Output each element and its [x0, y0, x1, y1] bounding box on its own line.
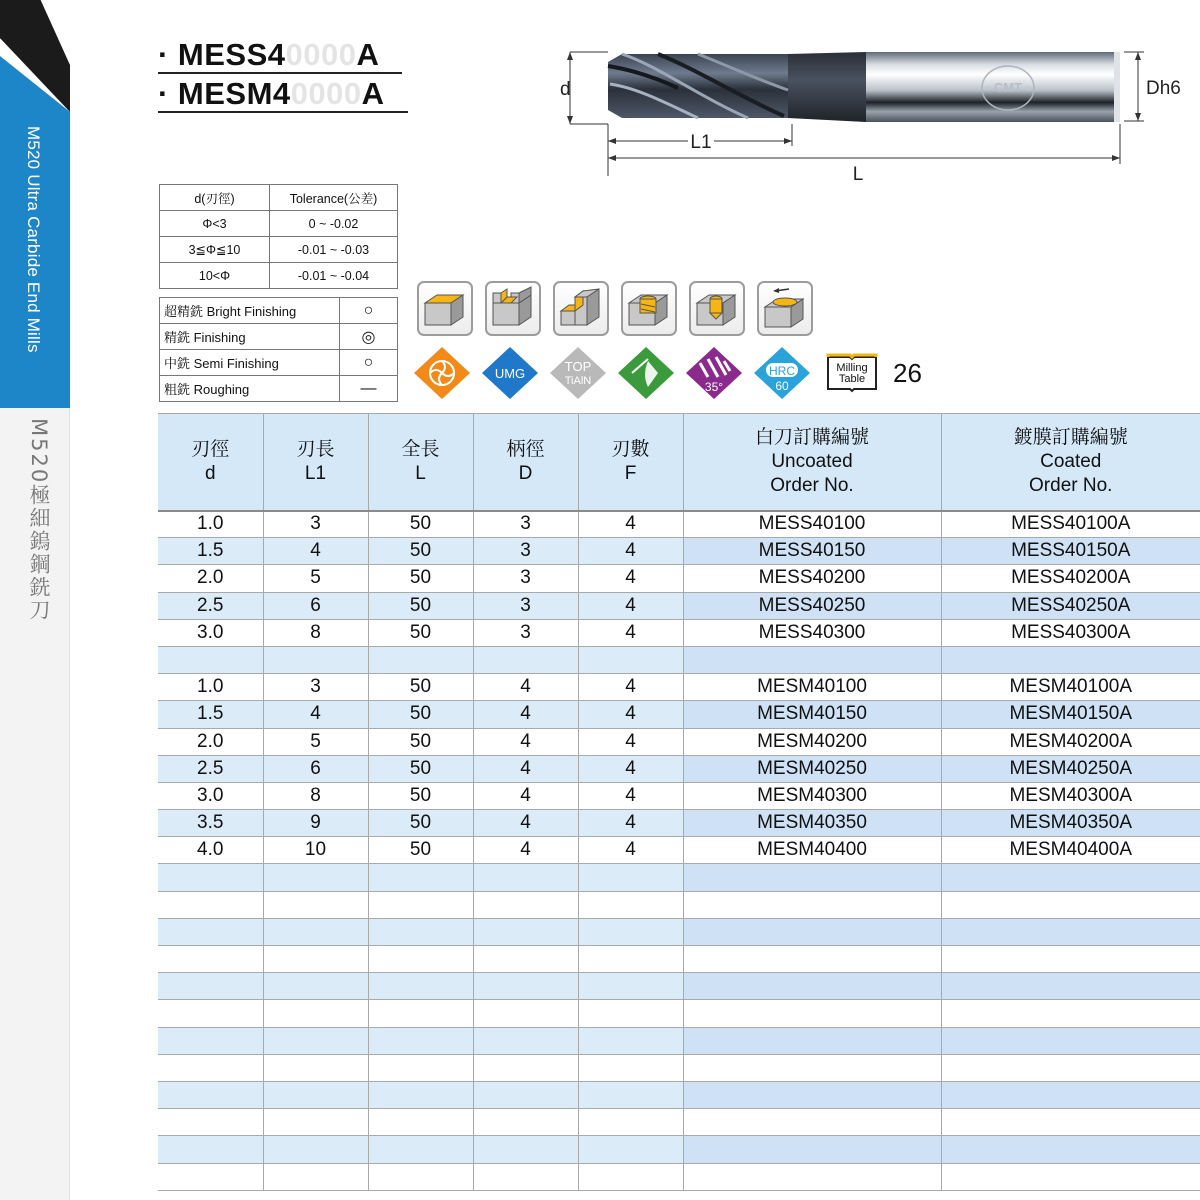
cell-coated-order-no: [941, 918, 1200, 945]
cell-flute-length: [263, 1163, 368, 1190]
cell-overall-length: [368, 1027, 473, 1054]
cell-uncoated-order-no: MESM40250: [683, 755, 941, 782]
cell-shank-diameter: [473, 891, 578, 918]
cell-flute-length: 10: [263, 837, 368, 864]
svg-text:60: 60: [775, 379, 789, 393]
cell-overall-length: [368, 1000, 473, 1027]
cell-uncoated-order-no: MESM40100: [683, 674, 941, 701]
cell-coated-order-no: MESM40350A: [941, 810, 1200, 837]
header-uncoated-order-no: 白刀訂購編號 Uncoated Order No.: [683, 414, 941, 511]
cell-overall-length: 50: [368, 810, 473, 837]
table-row: [158, 674, 1200, 701]
cell-diameter: 1.5: [158, 538, 263, 565]
cell-coated-order-no: [941, 646, 1200, 673]
cell-flute-length: 5: [263, 728, 368, 755]
cell-shank-diameter: 3: [473, 511, 578, 538]
cell-diameter: [158, 891, 263, 918]
table-row: [158, 565, 1200, 592]
cell-overall-length: [368, 891, 473, 918]
header-diameter: 刃徑 d: [158, 414, 263, 511]
svg-text:d: d: [560, 79, 571, 100]
face-milling-icon: [417, 281, 473, 336]
cell-overall-length: [368, 918, 473, 945]
cell-coated-order-no: MESS40200A: [941, 565, 1200, 592]
table-row: [158, 1163, 1200, 1190]
cell-flutes: [578, 1027, 683, 1054]
cell-diameter: [158, 1136, 263, 1163]
cell-coated-order-no: MESM40400A: [941, 837, 1200, 864]
milling-table-icon: [826, 347, 878, 399]
cell-uncoated-order-no: [683, 646, 941, 673]
cell-uncoated-order-no: [683, 864, 941, 891]
cell-coated-order-no: [941, 1109, 1200, 1136]
cell-flute-length: 8: [263, 782, 368, 809]
cell-flutes: [578, 946, 683, 973]
cell-flutes: 4: [578, 782, 683, 809]
cell-flute-length: [263, 1027, 368, 1054]
cell-coated-order-no: MESM40250A: [941, 755, 1200, 782]
finishing-symbol: ○: [340, 350, 398, 376]
finishing-label: 中銑 Semi Finishing: [160, 350, 340, 376]
cell-flute-length: [263, 891, 368, 918]
cell-flutes: [578, 1109, 683, 1136]
finishing-row: [160, 350, 398, 376]
cell-flutes: 4: [578, 701, 683, 728]
tolerance-range: 3≦Φ≦10: [160, 237, 270, 263]
tialn-coating-badge: [550, 347, 606, 399]
sidebar-english-label: M520 Ultra Carbide End Mills: [24, 126, 43, 353]
table-row: [158, 728, 1200, 755]
order-table-header: [158, 414, 1200, 511]
table-row: [158, 538, 1200, 565]
cell-flutes: 4: [578, 728, 683, 755]
cell-overall-length: [368, 1136, 473, 1163]
finishing-row: [160, 298, 398, 324]
cell-uncoated-order-no: [683, 1163, 941, 1190]
cell-diameter: [158, 946, 263, 973]
cell-overall-length: 50: [368, 755, 473, 782]
table-row: [158, 864, 1200, 891]
cell-coated-order-no: MESS40300A: [941, 619, 1200, 646]
cell-flute-length: 5: [263, 565, 368, 592]
cell-flute-length: [263, 1054, 368, 1081]
cell-shank-diameter: 4: [473, 810, 578, 837]
svg-text:TOP: TOP: [564, 359, 592, 374]
tolerance-value: -0.01 ~ -0.04: [270, 263, 398, 289]
cell-flutes: 4: [578, 619, 683, 646]
finishing-symbol: —: [340, 376, 398, 402]
cell-overall-length: [368, 973, 473, 1000]
table-row: [158, 755, 1200, 782]
cell-flutes: [578, 1081, 683, 1108]
drilling-icon: [689, 281, 745, 336]
cell-overall-length: [368, 1163, 473, 1190]
side-milling-icon: [553, 281, 609, 336]
cell-shank-diameter: 4: [473, 701, 578, 728]
header-shank-diameter: 柄徑 D: [473, 414, 578, 511]
cell-diameter: [158, 1027, 263, 1054]
cell-diameter: [158, 646, 263, 673]
cell-overall-length: 50: [368, 837, 473, 864]
tolerance-row: [160, 211, 398, 237]
table-row: [158, 1054, 1200, 1081]
tolerance-header-diameter: d(刃徑): [160, 185, 270, 211]
cell-overall-length: [368, 1109, 473, 1136]
cell-flutes: 4: [578, 674, 683, 701]
umg-badge: [482, 347, 538, 399]
slotting-icon: [485, 281, 541, 336]
cell-shank-diameter: 3: [473, 565, 578, 592]
cell-flutes: 4: [578, 565, 683, 592]
table-row: [158, 946, 1200, 973]
cell-shank-diameter: [473, 1000, 578, 1027]
cell-uncoated-order-no: MESM40300: [683, 782, 941, 809]
cell-flutes: [578, 1136, 683, 1163]
cell-flute-length: 6: [263, 592, 368, 619]
cell-flutes: 4: [578, 538, 683, 565]
cell-diameter: 2.0: [158, 728, 263, 755]
cell-flutes: [578, 918, 683, 945]
cell-shank-diameter: [473, 973, 578, 1000]
svg-text:HRC: HRC: [769, 364, 795, 378]
cell-diameter: 3.0: [158, 619, 263, 646]
header-flute-length: 刃長 L1: [263, 414, 368, 511]
cell-diameter: [158, 864, 263, 891]
cell-uncoated-order-no: [683, 918, 941, 945]
header-overall-length: 全長 L: [368, 414, 473, 511]
cell-uncoated-order-no: [683, 946, 941, 973]
cell-flute-length: [263, 1109, 368, 1136]
cell-overall-length: [368, 1054, 473, 1081]
cell-shank-diameter: [473, 1109, 578, 1136]
cell-flutes: [578, 864, 683, 891]
cell-shank-diameter: 4: [473, 782, 578, 809]
table-row: [158, 1000, 1200, 1027]
four-flute-icon: [414, 347, 470, 399]
cell-uncoated-order-no: MESM40400: [683, 837, 941, 864]
cell-uncoated-order-no: MESS40100: [683, 511, 941, 538]
cell-flute-length: [263, 1000, 368, 1027]
cell-flute-length: 6: [263, 755, 368, 782]
cell-shank-diameter: 3: [473, 538, 578, 565]
order-table: [158, 413, 1200, 1191]
cell-diameter: 3.5: [158, 810, 263, 837]
finishing-symbol: ◎: [340, 324, 398, 350]
cell-flutes: 4: [578, 592, 683, 619]
cell-overall-length: 50: [368, 728, 473, 755]
cell-coated-order-no: [941, 1081, 1200, 1108]
cell-shank-diameter: 4: [473, 728, 578, 755]
cell-uncoated-order-no: MESS40150: [683, 538, 941, 565]
cell-diameter: 4.0: [158, 837, 263, 864]
cell-coated-order-no: MESM40200A: [941, 728, 1200, 755]
cell-uncoated-order-no: [683, 1081, 941, 1108]
tolerance-table: [159, 184, 398, 289]
svg-text:TiAlN: TiAlN: [564, 375, 592, 387]
cell-flute-length: [263, 1136, 368, 1163]
cell-shank-diameter: [473, 646, 578, 673]
sidebar-chinese-label: M520極細鎢鋼銑刀: [27, 418, 51, 623]
svg-text:UMG: UMG: [494, 366, 526, 381]
table-row: [158, 619, 1200, 646]
cell-coated-order-no: [941, 973, 1200, 1000]
svg-text:CMT: CMT: [993, 80, 1023, 95]
cell-overall-length: [368, 864, 473, 891]
cell-overall-length: 50: [368, 674, 473, 701]
finishing-row: [160, 376, 398, 402]
cell-shank-diameter: 3: [473, 619, 578, 646]
cell-uncoated-order-no: MESS40200: [683, 565, 941, 592]
cell-diameter: 2.5: [158, 755, 263, 782]
cell-coated-order-no: [941, 946, 1200, 973]
helix-angle-badge: [686, 347, 742, 399]
cell-coated-order-no: [941, 1027, 1200, 1054]
cell-coated-order-no: MESS40100A: [941, 511, 1200, 538]
end-profile-icon: [618, 347, 674, 399]
cell-diameter: [158, 1054, 263, 1081]
cell-flute-length: [263, 864, 368, 891]
table-row: [158, 782, 1200, 809]
table-row: [158, 701, 1200, 728]
cell-flute-length: 3: [263, 674, 368, 701]
cell-flutes: 4: [578, 755, 683, 782]
tolerance-row: [160, 263, 398, 289]
cell-coated-order-no: [941, 864, 1200, 891]
finishing-label: 粗銑 Roughing: [160, 376, 340, 402]
cell-shank-diameter: 3: [473, 592, 578, 619]
tolerance-value: 0 ~ -0.02: [270, 211, 398, 237]
cell-shank-diameter: [473, 1027, 578, 1054]
header-flutes: 刃數 F: [578, 414, 683, 511]
table-row: [158, 1136, 1200, 1163]
cell-uncoated-order-no: MESS40300: [683, 619, 941, 646]
cell-overall-length: [368, 1081, 473, 1108]
cell-shank-diameter: [473, 864, 578, 891]
cell-overall-length: 50: [368, 701, 473, 728]
product-title-mesm: · MESM40000A: [158, 77, 408, 113]
finishing-symbol: ○: [340, 298, 398, 324]
cell-flutes: 4: [578, 511, 683, 538]
cell-overall-length: 50: [368, 592, 473, 619]
tolerance-header-tolerance: Tolerance(公差): [270, 185, 398, 211]
cell-diameter: [158, 1081, 263, 1108]
cell-uncoated-order-no: [683, 1027, 941, 1054]
cell-diameter: [158, 1163, 263, 1190]
cell-flute-length: 4: [263, 538, 368, 565]
table-row: [158, 511, 1200, 538]
table-row: [158, 891, 1200, 918]
cell-flutes: [578, 1000, 683, 1027]
cell-flute-length: [263, 646, 368, 673]
cell-coated-order-no: [941, 891, 1200, 918]
hrc-badge: [754, 347, 810, 399]
svg-text:35°: 35°: [704, 380, 724, 394]
cell-shank-diameter: [473, 1054, 578, 1081]
header-coated-order-no: 鍍膜訂購編號 Coated Order No.: [941, 414, 1200, 511]
cell-coated-order-no: MESM40100A: [941, 674, 1200, 701]
cell-uncoated-order-no: MESM40150: [683, 701, 941, 728]
tolerance-range: 10<Φ: [160, 263, 270, 289]
table-row: [158, 1081, 1200, 1108]
cell-flutes: [578, 646, 683, 673]
cell-diameter: 1.5: [158, 701, 263, 728]
cell-flutes: [578, 1163, 683, 1190]
finishing-label: 精銑 Finishing: [160, 324, 340, 350]
cell-coated-order-no: MESM40150A: [941, 701, 1200, 728]
cell-coated-order-no: MESS40250A: [941, 592, 1200, 619]
cell-diameter: [158, 973, 263, 1000]
svg-text:Table: Table: [838, 373, 866, 385]
cell-overall-length: 50: [368, 511, 473, 538]
table-row: [158, 1109, 1200, 1136]
product-title-mess: · MESS40000A: [158, 38, 402, 74]
cell-uncoated-order-no: [683, 1054, 941, 1081]
table-row: [158, 918, 1200, 945]
cell-flutes: 4: [578, 810, 683, 837]
cell-flute-length: [263, 973, 368, 1000]
table-row: [158, 973, 1200, 1000]
cell-shank-diameter: 4: [473, 674, 578, 701]
cell-uncoated-order-no: [683, 973, 941, 1000]
cell-flutes: [578, 891, 683, 918]
cell-uncoated-order-no: [683, 891, 941, 918]
cell-diameter: 3.0: [158, 782, 263, 809]
cell-diameter: [158, 1109, 263, 1136]
svg-text:L1: L1: [690, 132, 712, 153]
cell-overall-length: 50: [368, 538, 473, 565]
cell-flute-length: [263, 1081, 368, 1108]
cell-coated-order-no: MESM40300A: [941, 782, 1200, 809]
cell-shank-diameter: [473, 918, 578, 945]
cell-flute-length: [263, 946, 368, 973]
cell-overall-length: [368, 646, 473, 673]
table-row: [158, 837, 1200, 864]
cell-overall-length: [368, 946, 473, 973]
cell-uncoated-order-no: [683, 1000, 941, 1027]
cell-diameter: [158, 918, 263, 945]
cell-flutes: [578, 973, 683, 1000]
cell-overall-length: 50: [368, 619, 473, 646]
table-row: [158, 1027, 1200, 1054]
finishing-label: 超精銑 Bright Finishing: [160, 298, 340, 324]
table-row: [158, 646, 1200, 673]
cell-shank-diameter: [473, 1163, 578, 1190]
end-mill-drawing: [548, 44, 1200, 192]
cell-coated-order-no: [941, 1000, 1200, 1027]
finishing-table: [159, 297, 398, 402]
cell-coated-order-no: MESS40150A: [941, 538, 1200, 565]
tolerance-row: [160, 237, 398, 263]
cell-flute-length: 4: [263, 701, 368, 728]
cell-flute-length: 3: [263, 511, 368, 538]
cell-diameter: [158, 1000, 263, 1027]
cell-uncoated-order-no: MESM40200: [683, 728, 941, 755]
cell-shank-diameter: [473, 946, 578, 973]
cell-uncoated-order-no: [683, 1136, 941, 1163]
cell-overall-length: 50: [368, 782, 473, 809]
cell-coated-order-no: [941, 1136, 1200, 1163]
svg-text:L: L: [852, 164, 864, 185]
cell-flute-length: 8: [263, 619, 368, 646]
cell-uncoated-order-no: [683, 1109, 941, 1136]
cell-uncoated-order-no: MESM40350: [683, 810, 941, 837]
table-row: [158, 592, 1200, 619]
cell-coated-order-no: [941, 1163, 1200, 1190]
cell-diameter: 2.0: [158, 565, 263, 592]
milling-table-page: 26: [893, 358, 922, 388]
table-row: [158, 810, 1200, 837]
cell-diameter: 1.0: [158, 511, 263, 538]
cell-shank-diameter: 4: [473, 755, 578, 782]
cell-flutes: [578, 1054, 683, 1081]
cell-shank-diameter: 4: [473, 837, 578, 864]
pocket-milling-icon: [621, 281, 677, 336]
cell-coated-order-no: [941, 1054, 1200, 1081]
cell-overall-length: 50: [368, 565, 473, 592]
cell-diameter: 2.5: [158, 592, 263, 619]
cell-diameter: 1.0: [158, 674, 263, 701]
cell-shank-diameter: [473, 1081, 578, 1108]
svg-text:Milling: Milling: [836, 362, 868, 374]
tolerance-value: -0.01 ~ -0.03: [270, 237, 398, 263]
ramping-icon: [757, 281, 813, 336]
cell-flutes: 4: [578, 837, 683, 864]
cell-flute-length: [263, 918, 368, 945]
cell-flute-length: 9: [263, 810, 368, 837]
svg-text:Dh6: Dh6: [1146, 78, 1181, 99]
tolerance-range: Φ<3: [160, 211, 270, 237]
cell-uncoated-order-no: MESS40250: [683, 592, 941, 619]
finishing-row: [160, 324, 398, 350]
cell-shank-diameter: [473, 1136, 578, 1163]
